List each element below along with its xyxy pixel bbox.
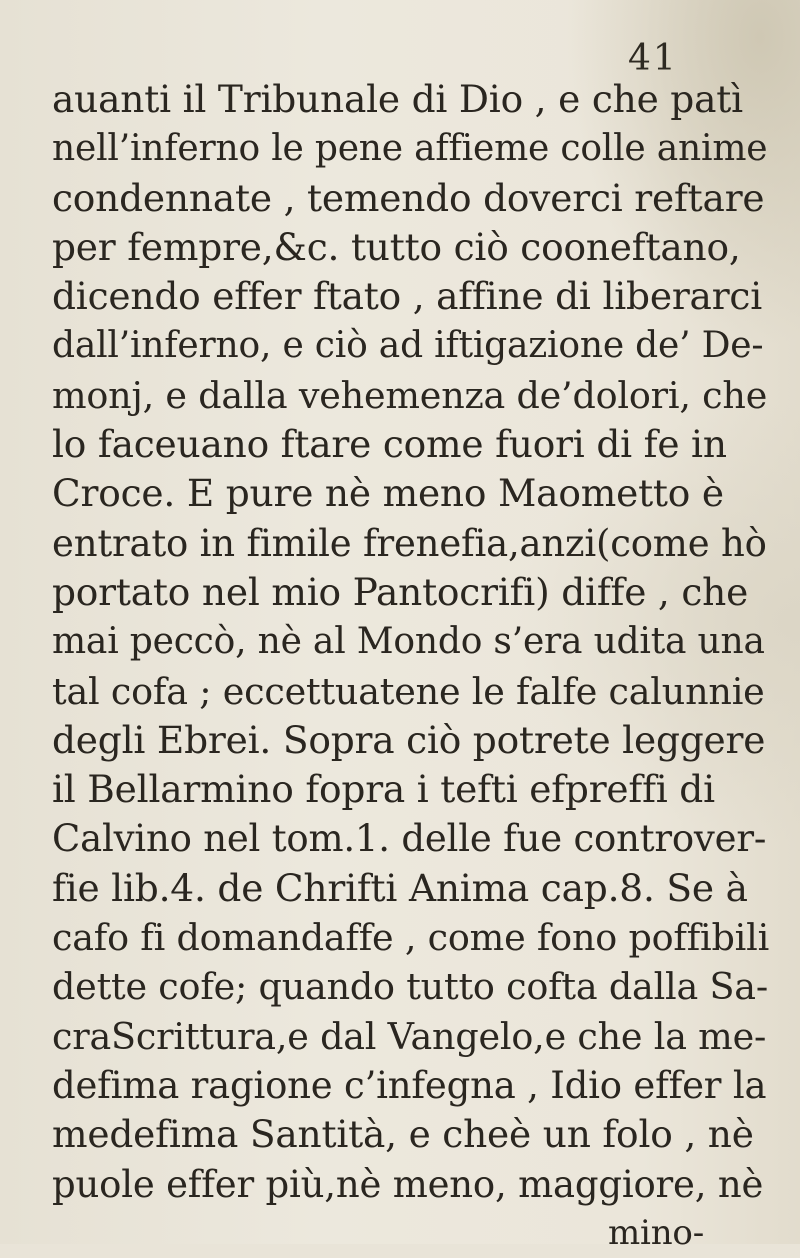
- text-line: dicendo effer ftato , affine di liberarci: [52, 274, 763, 319]
- text-line: Calvino nel tom.1. delle fue controver-: [52, 817, 767, 861]
- catchword: mino-: [608, 1212, 704, 1253]
- text-line: fie lib.4. de Chrifti Anima cap.8. Se à: [52, 865, 748, 910]
- text-line: nell’inferno le pene affieme colle anime: [52, 128, 768, 170]
- text-line: condennate , temendo doverci reftare: [52, 175, 765, 220]
- text-line: entrato in fimile frenefia,anzi(come hò: [52, 521, 767, 565]
- text-line: monj, e dalla vehemenza de’dolori, che: [52, 373, 768, 417]
- text-line: dall’inferno, e ciò ad iftigazione de’ De-: [52, 325, 764, 367]
- text-line: dette cofe; quando tutto cofta dalla Sa-: [52, 965, 768, 1009]
- text-line: il Bellarmino fopra i tefti efpreffi di: [52, 767, 715, 812]
- text-line: mai peccò, nè al Mondo s’era udita una: [52, 621, 765, 663]
- text-line: per fempre,&c. tutto ciò cooneftano,: [52, 224, 741, 269]
- text-line: puole effer più,nè meno, maggiore, nè: [52, 1162, 764, 1206]
- text-line: degli Ebrei. Sopra ciò potrete leggere: [52, 717, 766, 762]
- body-text: [52, 75, 770, 1258]
- text-line: Croce. E pure nè meno Maometto è: [52, 471, 724, 516]
- text-line: tal cofa ; eccettuatene le falfe calunnie: [52, 669, 765, 713]
- text-line: cafo fi domandaffe , come fono poffibili: [52, 916, 770, 960]
- text-line: portato nel mio Pantocrifi) diffe , che: [52, 569, 749, 614]
- text-line: lo faceuano ftare come fuori di fe in: [52, 422, 727, 467]
- text-line: defima ragione c’infegna , Idio effer la: [52, 1063, 767, 1107]
- text-line: medefima Santità, e cheè un folo , nè: [52, 1112, 754, 1157]
- text-line: craScrittura,e dal Vangelo,e che la me-: [52, 1014, 767, 1058]
- text-line: auanti il Tribunale di Dio , e che patì: [52, 77, 743, 121]
- page-number: 41: [628, 38, 678, 79]
